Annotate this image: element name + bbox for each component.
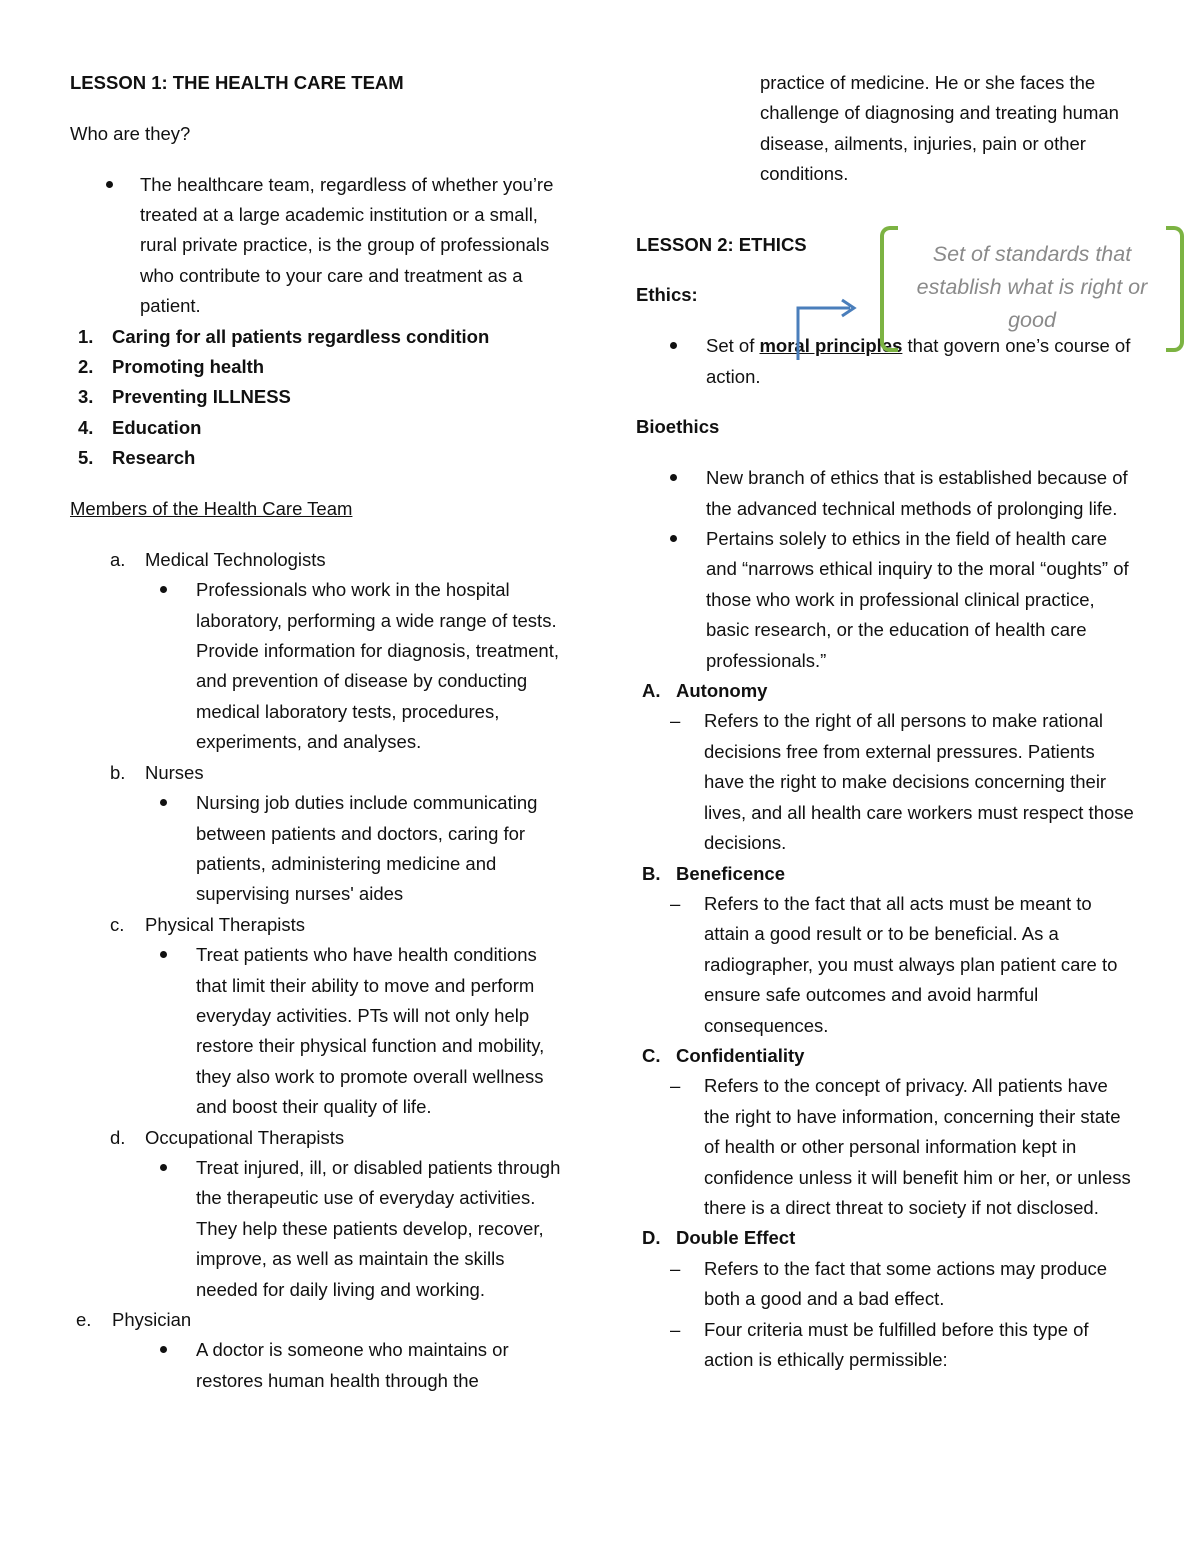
- role-text: Education: [112, 416, 202, 438]
- principle-item: [636, 676, 1136, 706]
- dash-icon: –: [670, 1257, 681, 1279]
- list-number: 1.: [78, 325, 94, 347]
- bullet-icon: [160, 1153, 167, 1183]
- bullet-icon: [160, 788, 167, 818]
- lesson2-title: LESSON 2: ETHICS: [636, 233, 807, 255]
- list-letter: B.: [642, 862, 661, 884]
- principle-point: [636, 889, 1136, 1041]
- list-letter: b.: [110, 761, 126, 783]
- list-letter: D.: [642, 1227, 661, 1249]
- dash-icon: –: [670, 1075, 681, 1097]
- principle-point: [636, 706, 1136, 858]
- member-name: Nurses: [145, 761, 204, 783]
- list-item: [636, 463, 1136, 524]
- member-desc-text: A doctor is someone who maintains or restores human health through the: [196, 1339, 509, 1391]
- list-number: 3.: [78, 386, 94, 408]
- bullet-icon: [160, 940, 167, 970]
- list-letter: c.: [110, 913, 125, 935]
- bullet-icon: [106, 170, 113, 200]
- list-letter: A.: [642, 680, 661, 702]
- principle-name: Double Effect: [676, 1227, 796, 1249]
- principle-text: Refers to the right of all persons to make rational decisions free from external pressures. Patients have the right to make decisions concerning their lives, and all health care workers must respect those decisions.: [704, 710, 1134, 854]
- list-letter: a.: [110, 548, 126, 570]
- list-item: [70, 443, 570, 473]
- list-letter: C.: [642, 1044, 661, 1066]
- member-item: [70, 758, 570, 788]
- list-number: 4.: [78, 416, 94, 438]
- principle-name: Autonomy: [676, 680, 768, 702]
- members-list: [70, 545, 570, 1396]
- principle-text: Four criteria must be fulfilled before this type of action is ethically permissible:: [704, 1318, 1089, 1370]
- list-number: 5.: [78, 447, 94, 469]
- member-description: [70, 788, 570, 910]
- principle-name: Confidentiality: [676, 1044, 805, 1066]
- member-name: Medical Technologists: [145, 548, 326, 570]
- member-item: [70, 1305, 570, 1335]
- ethics-def-pre: Set of: [706, 335, 760, 357]
- principle-point: [636, 1254, 1136, 1315]
- bioethics-text: New branch of ethics that is established because of the advanced technical methods of prolonging life.: [706, 467, 1128, 519]
- member-desc-text: Professionals who work in the hospital laboratory, performing a wide range of tests. Provide information for diagnosis, treatment, and prevention of disease by conducting medical laboratory tests, procedures, experiments, and analyses.: [196, 579, 559, 753]
- bullet-icon: [160, 1335, 167, 1365]
- principle-text: Refers to the fact that all acts must be meant to attain a good result or to be beneficial. As a radiographer, you must always plan patient care to ensure safe outcomes and avoid harmful consequences.: [704, 892, 1118, 1036]
- member-desc-text: Nursing job duties include communicating between patients and doctors, caring for patients, administering medicine and supervising nurses' aides: [196, 792, 538, 905]
- principle-text: Refers to the fact that some actions may produce both a good and a bad effect.: [704, 1257, 1108, 1310]
- physician-continued-text: practice of medicine. He or she faces the challenge of diagnosing and treating human disease, ailments, injuries, pain or other conditions.: [760, 72, 1119, 185]
- principle-point: [636, 1315, 1136, 1376]
- principle-point: [636, 1071, 1136, 1223]
- principle-text: Refers to the concept of privacy. All patients have the right to have information, concerning their state of health or other personal information kept in confidence unless it will benefit him or her, or unless there is a direct threat to society if not disclosed.: [704, 1075, 1131, 1218]
- who-question: Who are they?: [70, 122, 191, 144]
- member-description: [70, 575, 570, 757]
- arrow-icon: [794, 296, 860, 362]
- member-desc-text: Treat patients who have health conditions that limit their ability to move and perform everyday activities. PTs will not only help restore their physical function and mobility, they also work to promote overall wellness and boost their quality of life.: [196, 944, 545, 1118]
- ethics-label: Ethics:: [636, 284, 698, 306]
- list-item: [70, 352, 570, 382]
- list-item: [70, 170, 570, 322]
- physician-continued: [636, 68, 1136, 190]
- bioethics-label: Bioethics: [636, 416, 720, 438]
- member-description: [70, 940, 570, 1122]
- bullet-icon: [670, 524, 677, 554]
- member-desc-text: Treat injured, ill, or disabled patients through the therapeutic use of everyday activities. They help these patients develop, recover, improve, as well as maintain the skills needed for daily living and working.: [196, 1156, 561, 1300]
- ethics-def-post: that govern one’s course of action.: [706, 335, 1131, 387]
- member-name: Occupational Therapists: [145, 1126, 345, 1148]
- member-item: [70, 545, 570, 575]
- dash-icon: –: [670, 1318, 681, 1340]
- list-item: [70, 322, 570, 352]
- intro-bullet-text: The healthcare team, regardless of whether you’re treated at a large academic institution or a small, rural private practice, is the group of professionals who contribute to your care and treatment as a patient.: [140, 173, 554, 317]
- lesson1-title: LESSON 1: THE HEALTH CARE TEAM: [70, 72, 404, 93]
- ethics-callout: [880, 226, 1184, 348]
- role-text: Preventing ILLNESS: [112, 386, 291, 408]
- list-letter: e.: [76, 1309, 92, 1330]
- principle-item: [636, 1041, 1136, 1071]
- members-heading: Members of the Health Care Team: [70, 498, 353, 520]
- list-letter: d.: [110, 1126, 126, 1148]
- left-brace-icon: [880, 226, 898, 352]
- role-text: Promoting health: [112, 356, 265, 378]
- member-description: [70, 1335, 570, 1396]
- member-name: Physical Therapists: [145, 913, 306, 935]
- callout-text: Set of standards that establish what is right or good: [916, 242, 1148, 332]
- ethics-def-key: moral principles: [759, 335, 903, 357]
- list-number: 2.: [78, 356, 94, 378]
- dash-icon: –: [670, 892, 681, 914]
- bioethics-text: Pertains solely to ethics in the field of health care and “narrows ethical inquiry to the moral “oughts” of those who work in professional clinical practice, basic research, or the education of health care professionals.”: [706, 528, 1129, 671]
- right-brace-icon: [1166, 226, 1184, 352]
- principle-name: Beneficence: [676, 862, 785, 884]
- bullet-icon: [160, 575, 167, 605]
- member-name: Physician: [112, 1309, 192, 1330]
- intro-list: [70, 170, 570, 322]
- member-item: [70, 1123, 570, 1153]
- left-column: [70, 68, 570, 1396]
- list-item: [636, 524, 1136, 676]
- roles-list: [70, 322, 570, 474]
- member-description: [70, 1153, 570, 1305]
- list-item: [70, 382, 570, 412]
- bullet-icon: [670, 331, 677, 361]
- list-item: [70, 413, 570, 443]
- bioethics-list: [636, 463, 1136, 676]
- bullet-icon: [670, 463, 677, 493]
- member-item: [70, 910, 570, 940]
- role-text: Research: [112, 447, 196, 469]
- principle-item: [636, 859, 1136, 889]
- principles-list: [636, 676, 1136, 1375]
- role-text: Caring for all patients regardless condition: [112, 325, 490, 347]
- principle-item: [636, 1223, 1136, 1253]
- dash-icon: –: [670, 710, 681, 732]
